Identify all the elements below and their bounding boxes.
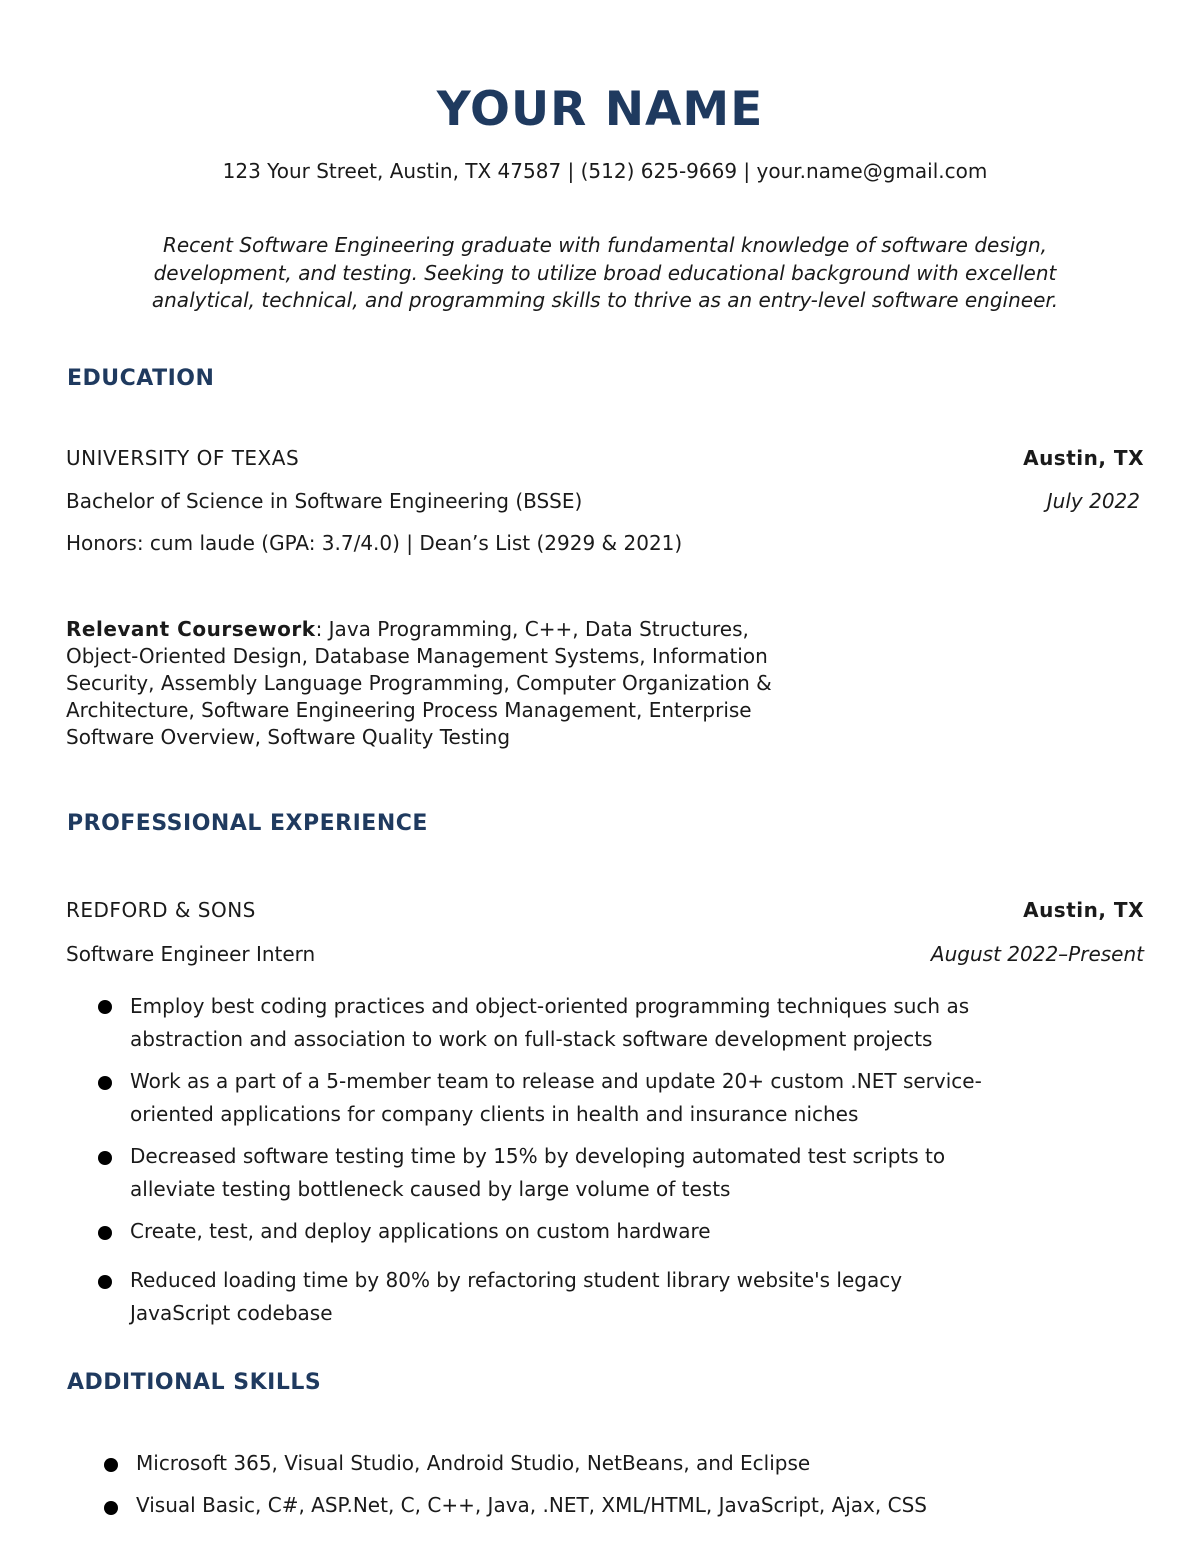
summary-line: Recent Software Engineering graduate with fundamental knowledge of software design,: [162, 233, 1048, 257]
bullet-line: alleviate testing bottleneck caused by large volume of tests: [130, 1177, 731, 1201]
graduation-date: July 2022: [1046, 489, 1140, 513]
skill-item: Visual Basic, C#, ASP.Net, C, C++, Java, .NET, XML/HTML, JavaScript, Ajax, CSS: [136, 1493, 927, 1517]
bullet-dot-icon: [98, 1076, 112, 1090]
bullet-line: abstraction and association to work on full-stack software development projects: [130, 1027, 933, 1051]
education-degree-row: [66, 489, 1144, 513]
bullet-dot-icon: [98, 1000, 112, 1014]
bullet-line: oriented applications for company clients in health and insurance niches: [130, 1102, 859, 1126]
education-school-row: [66, 446, 1144, 470]
experience-company-row: [66, 898, 1144, 922]
experience-heading: PROFESSIONAL EXPERIENCE: [67, 811, 428, 836]
summary-line: development, and testing. Seeking to utilize broad educational background with excellent: [153, 260, 1057, 285]
education-heading: EDUCATION: [67, 366, 215, 391]
school-location: Austin, TX: [1023, 446, 1144, 470]
coursework-label: Relevant Coursework: [66, 617, 316, 641]
bullet-line: JavaScript codebase: [130, 1301, 333, 1325]
experience-bullet: [130, 990, 969, 1056]
relevant-coursework: [66, 616, 846, 751]
bullet-dot-icon: [104, 1501, 118, 1515]
bullet-dot-icon: [98, 1226, 112, 1240]
summary-line: analytical, technical, and programming skills to thrive as an entry-level software engineer.: [151, 288, 1059, 312]
bullet-dot-icon: [98, 1151, 112, 1165]
experience-bullet: [130, 1140, 945, 1206]
skills-heading: ADDITIONAL SKILLS: [67, 1370, 322, 1395]
experience-bullet: [130, 1264, 902, 1330]
school-name: UNIVERSITY OF TEXAS: [66, 446, 300, 470]
contact-line: 123 Your Street, Austin, TX 47587 | (512) 625-9669 | your.name@gmail.com: [222, 159, 988, 183]
summary: [100, 232, 1110, 315]
honors: Honors: cum laude (GPA: 3.7/4.0) | Dean’s List (2929 & 2021): [66, 531, 683, 555]
coursework-line: : Java Programming, C++, Data Structures,: [315, 617, 749, 641]
resume-name: YOUR NAME: [436, 82, 764, 137]
experience-bullet: [130, 1065, 982, 1131]
bullet-line: Decreased software testing time by 15% by developing automated test scripts to: [130, 1144, 946, 1168]
skill-item: Microsoft 365, Visual Studio, Android Studio, NetBeans, and Eclipse: [136, 1451, 811, 1475]
coursework-line: Object-Oriented Design, Database Management Systems, Information: [66, 644, 768, 668]
bullet-line: Employ best coding practices and object-oriented programming techniques such as: [130, 994, 970, 1018]
bullet-dot-icon: [98, 1275, 112, 1289]
company-name: REDFORD & SONS: [66, 898, 256, 922]
bullet-line: Work as a part of a 5-member team to release and update 20+ custom .NET service-: [130, 1069, 982, 1093]
coursework-line: Architecture, Software Engineering Process Management, Enterprise: [66, 698, 752, 722]
job-title: Software Engineer Intern: [66, 942, 316, 966]
experience-bullet: [130, 1215, 711, 1248]
degree: Bachelor of Science in Software Engineering (BSSE): [66, 489, 583, 513]
job-dates: August 2022–Present: [930, 942, 1144, 966]
bullet-dot-icon: [104, 1458, 118, 1472]
education-honors-row: [66, 531, 1144, 555]
coursework-line: Software Overview, Software Quality Testing: [66, 725, 511, 749]
coursework-line: Security, Assembly Language Programming, Computer Organization &: [66, 671, 772, 695]
experience-title-row: [66, 942, 1144, 966]
bullet-line: Create, test, and deploy applications on custom hardware: [130, 1219, 711, 1243]
company-location: Austin, TX: [1023, 898, 1144, 922]
bullet-line: Reduced loading time by 80% by refactoring student library website's legacy: [130, 1268, 903, 1292]
